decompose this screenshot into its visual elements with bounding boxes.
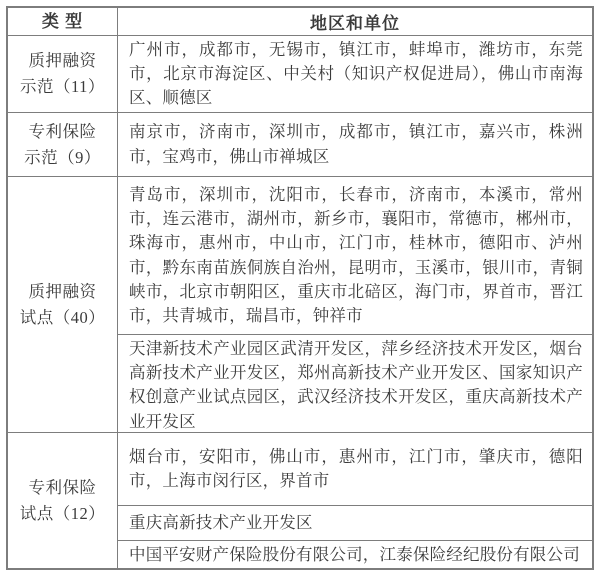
region-cell bbox=[118, 36, 592, 113]
region-cell bbox=[118, 540, 592, 569]
region-cell bbox=[118, 505, 592, 540]
section-pledge-financing-demo bbox=[8, 35, 592, 112]
type-label-cell bbox=[8, 177, 118, 432]
region-text: 烟台市，安阳市，佛山市，惠州市，江门市，肇庆市，德阳市，上海市闵行区，界首市 bbox=[129, 446, 583, 490]
header-region-label: 地区和单位 bbox=[310, 14, 400, 33]
type-label-cell bbox=[8, 433, 118, 568]
region-text: 中国平安财产保险股份有限公司，江泰保险经纪股份有限公司 bbox=[129, 545, 580, 564]
region-text: 天津新技术产业园区武清开发区，萍乡经济技术开发区，烟台高新技术产业开发区，郑州高新技术产业开发区、国家知识产权创意产业试点园区，武汉经济技术开发区，重庆高新技术产业开发区 bbox=[129, 339, 583, 431]
section-patent-insurance-pilot bbox=[8, 432, 592, 568]
section-pledge-financing-pilot bbox=[8, 176, 592, 432]
region-column bbox=[118, 177, 592, 432]
header-region-cell bbox=[118, 8, 592, 35]
header-type-label: 类 型 bbox=[41, 11, 84, 31]
region-cell bbox=[118, 433, 592, 505]
region-cell bbox=[118, 177, 592, 334]
region-unit-table bbox=[6, 6, 594, 570]
header-type-cell bbox=[8, 8, 118, 35]
type-label-line1: 专利保险 bbox=[28, 121, 97, 141]
type-label-line1: 专利保险 bbox=[28, 477, 97, 497]
type-label-cell bbox=[8, 36, 118, 112]
table-header-row bbox=[8, 8, 592, 35]
region-column bbox=[118, 433, 592, 568]
type-label-line2: 试点（40） bbox=[19, 307, 106, 327]
type-label-line2: 试点（12） bbox=[19, 503, 106, 523]
region-cell bbox=[118, 334, 592, 436]
region-text: 重庆高新技术产业开发区 bbox=[129, 512, 313, 532]
type-label-line2: 示范（9） bbox=[24, 147, 101, 167]
section-patent-insurance-demo bbox=[8, 112, 592, 176]
type-label-line1: 质押融资 bbox=[28, 51, 97, 70]
type-label-line1: 质押融资 bbox=[28, 281, 97, 301]
region-cell bbox=[118, 113, 592, 176]
region-text: 青岛市，深圳市，沈阳市，长春市，济南市，本溪市，常州市，连云港市，湖州市，新乡市，襄阳市，常德市，郴州市，珠海市，惠州市，中山市，江门市，桂林市，德阳市、泸州市，黔东南苗族侗族自治州，昆明市，玉溪市，银川市，青铜峡市，北京市朝阳区，重庆市北碚区，海门市，界首市，晋江市，共青城市，瑞昌市，钟祥市 bbox=[129, 184, 583, 325]
type-label-line2: 示范（11） bbox=[20, 77, 105, 96]
type-label-cell bbox=[8, 113, 118, 176]
region-column bbox=[118, 36, 592, 112]
region-text: 广州市，成都市，无锡市，镇江市，蚌埠市，潍坊市，东莞市，北京市海淀区、中关村（知识产权促进局），佛山市南海区、顺德区 bbox=[129, 40, 583, 108]
region-column bbox=[118, 113, 592, 176]
region-text: 南京市，济南市，深圳市，成都市，镇江市，嘉兴市，株洲市，宝鸡市，佛山市禅城区 bbox=[129, 122, 583, 166]
